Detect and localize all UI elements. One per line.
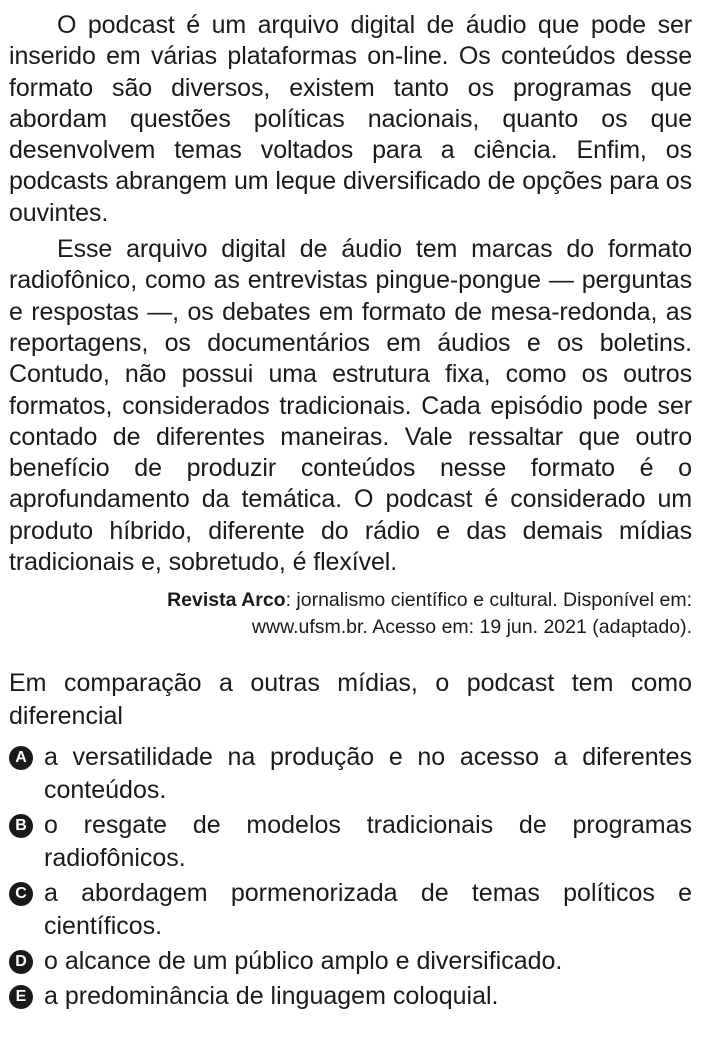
option-d-letter-badge: D (9, 950, 33, 974)
option-e[interactable] (9, 980, 692, 1013)
option-c-text: a abordagem pormenorizada de temas políticos e científicos. (44, 879, 692, 941)
source-title: Revista Arco (167, 589, 286, 612)
option-a[interactable] (9, 741, 692, 807)
question-stem: Em comparação a outras mídias, o podcast tem como diferencial (9, 669, 692, 731)
text-paragraph-1: O podcast é um arquivo digital de áudio que pode ser inserido em várias plataformas on-line. Os conteúdos desse formato são diversos, existem tanto os programas que abordam questões políticas nacionais, quanto os que desenvolvem temas voltados para a ciência. Enfim, os podcasts abrangem um leque diversificado de opções para os ouvintes. (9, 11, 692, 227)
option-c[interactable] (9, 877, 692, 943)
option-b-text: o resgate de modelos tradicionais de programas radiofônicos. (44, 811, 692, 873)
answer-options (9, 741, 692, 1013)
option-e-letter-badge: E (9, 985, 33, 1009)
exam-question-page (9, 10, 692, 1015)
reading-text (9, 10, 692, 578)
option-a-text: a versatilidade na produção e no acesso a diferentes conteúdos. (44, 743, 692, 805)
source-description: : jornalismo científico e cultural. Disponível em: (285, 589, 692, 612)
text-paragraph-2: Esse arquivo digital de áudio tem marcas do formato radiofônico, como as entrevistas pingue-pongue — perguntas e respostas —, os debates em formato de mesa-redonda, as reportagens, os documentários em áudios e os boletins. Contudo, não possui uma estrutura fixa, como os outros formatos, considerados tradicionais. Cada episódio pode ser contado de diferentes maneiras. Vale ressaltar que outro benefício de produzir conteúdos nesse formato é o aprofundamento da temática. O podcast é considerado um produto híbrido, diferente do rádio e das demais mídias tradicionais e, sobretudo, é flexível. (9, 235, 692, 577)
source-line-2: www.ufsm.br. Acesso em: 19 jun. 2021 (adaptado). (251, 616, 692, 639)
source-line-1 (9, 587, 692, 614)
option-b[interactable] (9, 809, 692, 875)
option-a-letter-badge: A (9, 746, 33, 770)
option-d-text: o alcance de um público amplo e diversificado. (44, 947, 563, 976)
option-e-text: a predominância de linguagem coloquial. (44, 982, 499, 1011)
option-c-letter-badge: C (9, 882, 33, 906)
source-citation (9, 587, 692, 641)
option-b-letter-badge: B (9, 814, 33, 838)
option-d[interactable] (9, 945, 692, 978)
